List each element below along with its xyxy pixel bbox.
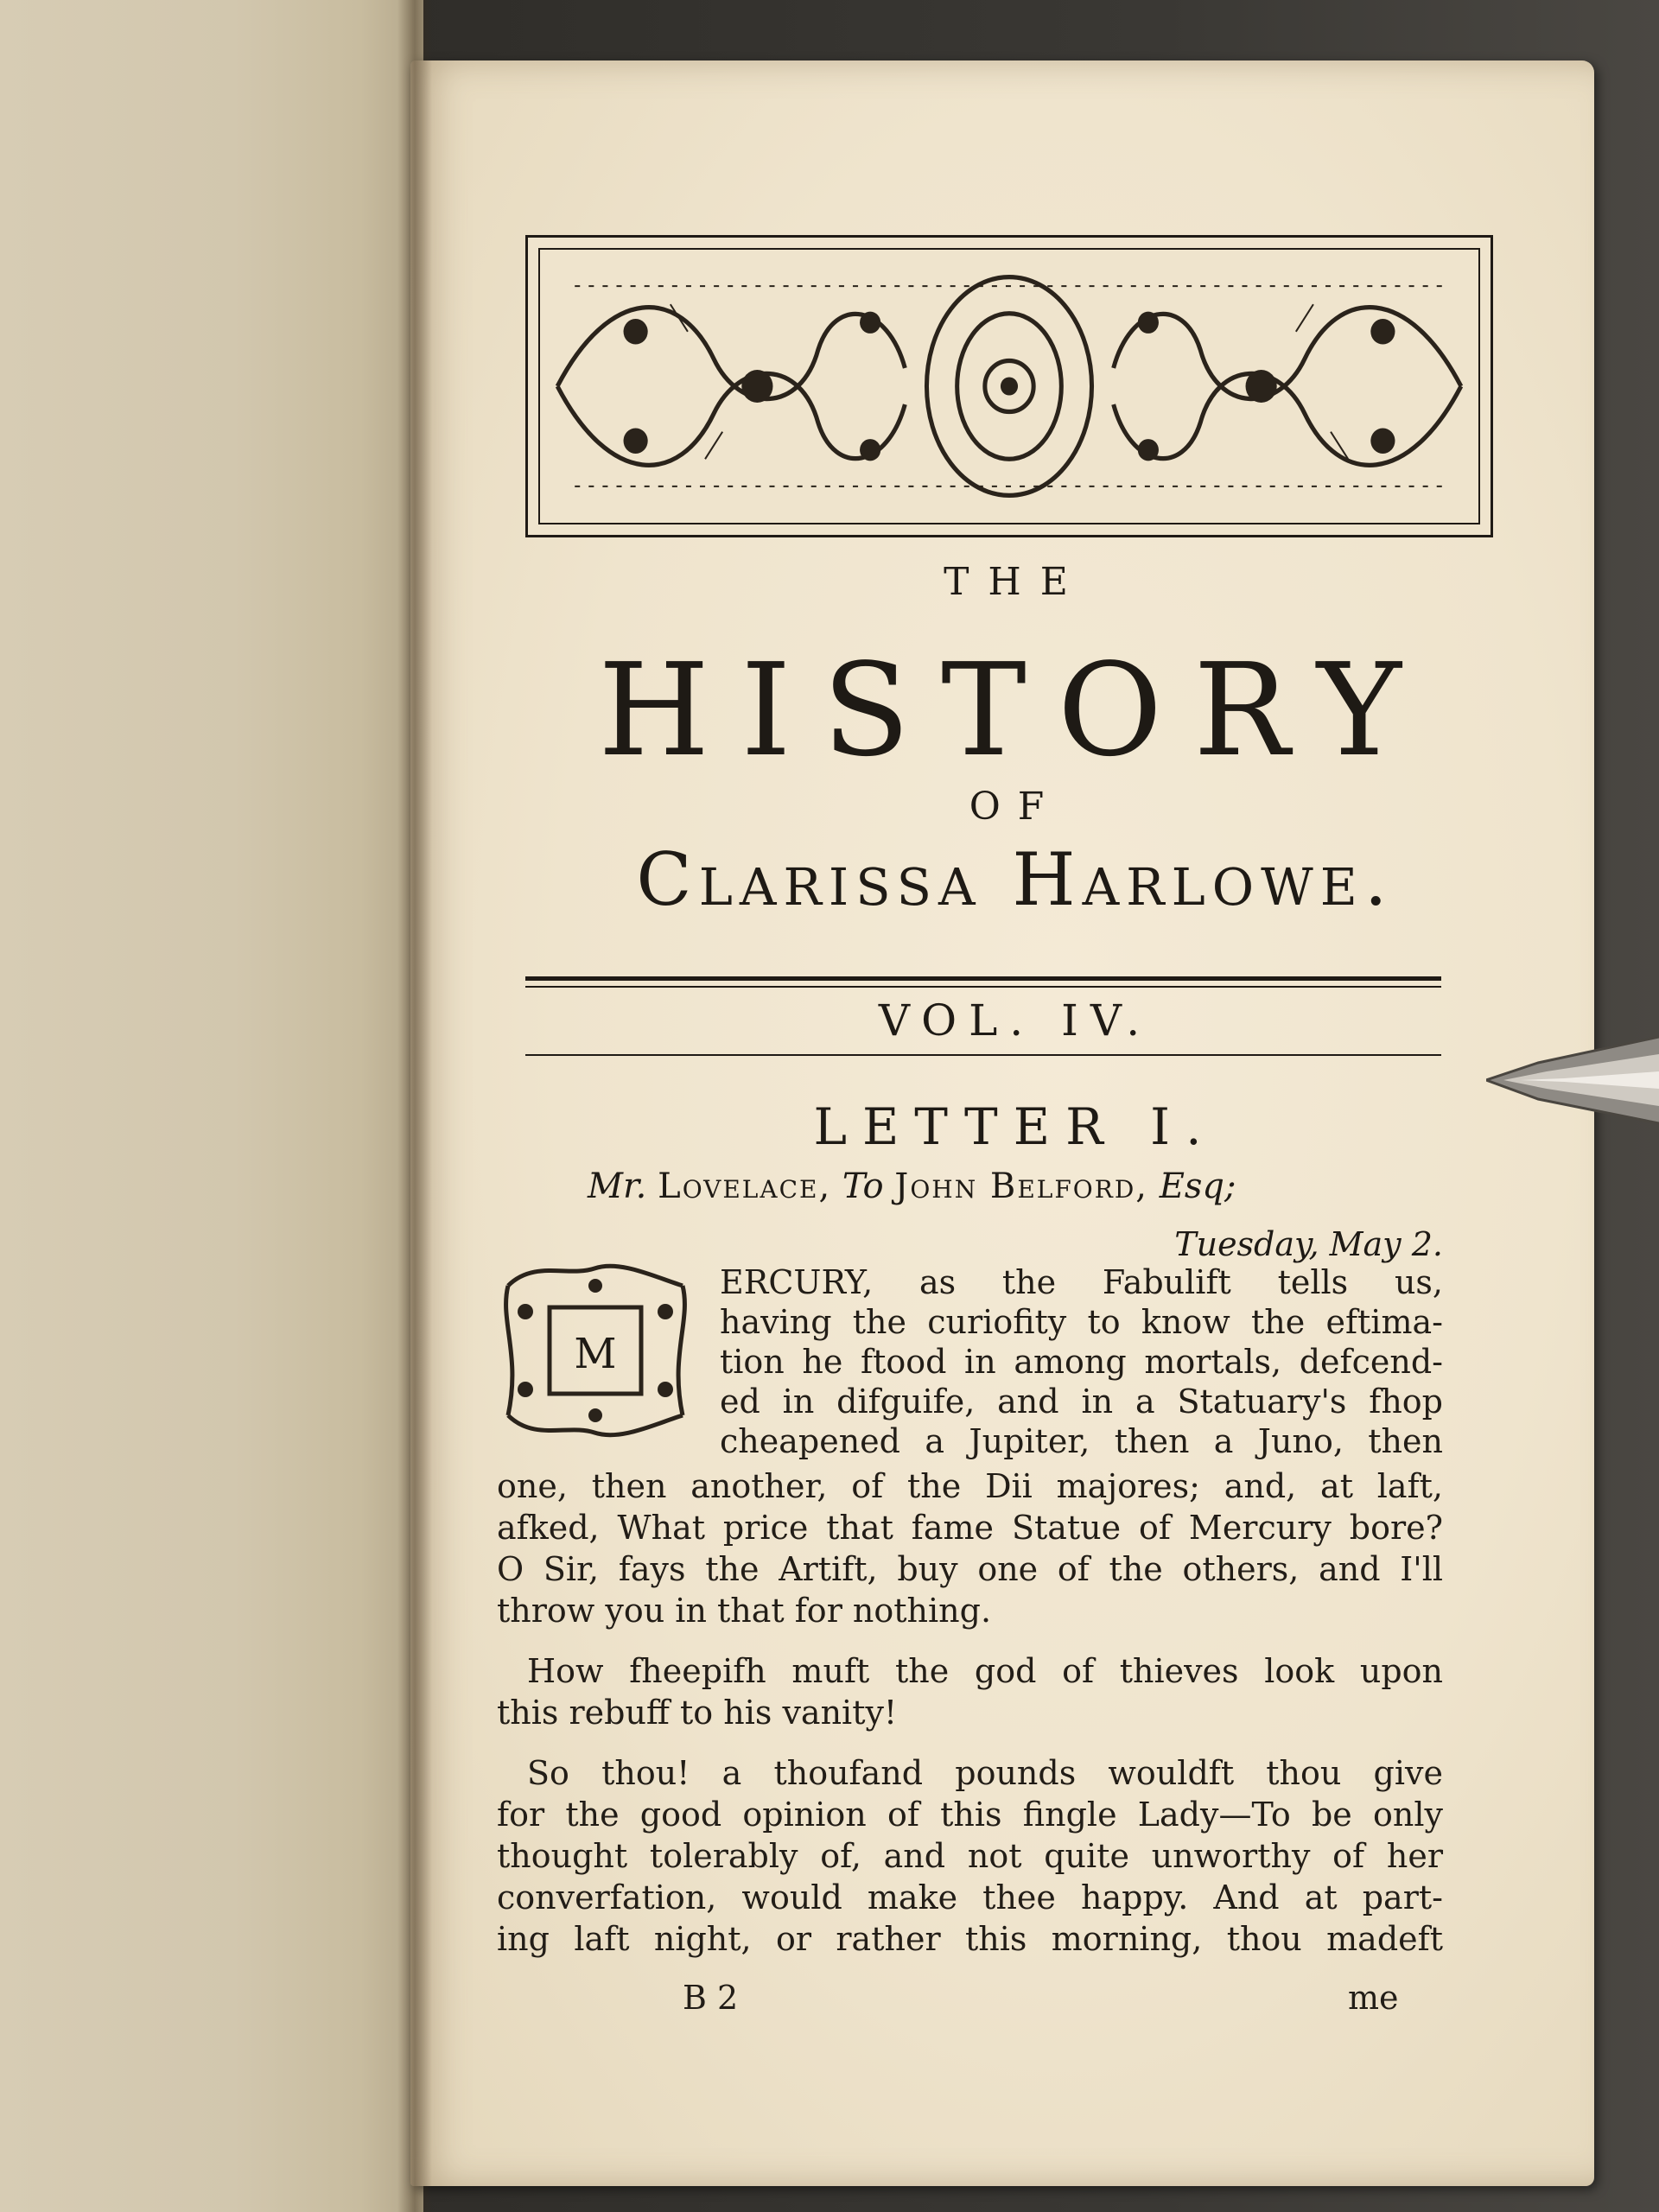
salutation-recipient: John Belford, — [894, 1166, 1148, 1206]
salutation-to: To — [842, 1166, 884, 1206]
text-line: tion he ftood in among mortals, defcend- — [720, 1343, 1443, 1381]
text-line: throw you in that for nothing. — [497, 1592, 992, 1630]
letter-heading: LETTER I. — [813, 1097, 1217, 1156]
text-line: So thou! a thoufand pounds wouldft thou give — [527, 1754, 1443, 1792]
ornamental-headpiece — [525, 235, 1493, 537]
double-rule-top — [525, 976, 1441, 981]
floral-ornament-icon — [540, 250, 1478, 523]
text-line: having the curiofity to know the eftima- — [720, 1303, 1443, 1341]
catchword: me — [1348, 1979, 1399, 2017]
decorated-initial — [499, 1260, 691, 1441]
title-the: THE — [944, 560, 1087, 604]
salutation-prefix: Mr. — [588, 1166, 647, 1206]
title-of: OF — [969, 785, 1062, 829]
text-line: for the good opinion of this fingle Lady—To be only — [497, 1796, 1443, 1834]
rule-bottom — [525, 1054, 1441, 1056]
text-line: thought tolerably of, and not quite unworthy of her — [497, 1837, 1443, 1875]
ornament-initial-icon — [499, 1260, 691, 1441]
book-gutter — [397, 0, 432, 2212]
initial-letter: M — [574, 1330, 617, 1378]
title-history: HISTORY — [598, 636, 1433, 785]
left-page — [0, 0, 423, 2212]
text-line: How fheepifh muft the god of thieves look upon — [527, 1652, 1443, 1690]
letter-salutation — [588, 1166, 1452, 1206]
volume-number: VOL. IV. — [878, 995, 1153, 1046]
text-line: O Sir, fays the Artift, buy one of the others, and I'll — [497, 1550, 1443, 1588]
text-line: cheapened a Jupiter, then a Juno, then — [720, 1422, 1443, 1460]
signature-mark: B 2 — [683, 1979, 739, 2017]
bookmark-blade — [1486, 1028, 1659, 1132]
text-line: ing laft night, or rather this morning, thou madeft — [497, 1920, 1443, 1958]
text-line: ed in difguife, and in a Statuary's fhop — [720, 1382, 1443, 1421]
text-line: this rebuff to his vanity! — [497, 1694, 898, 1732]
metal-pointer-icon — [1486, 1028, 1659, 1132]
salutation-from: Lovelace, — [658, 1166, 832, 1206]
text-line: ERCURY, as the Fabulift tells us, — [720, 1263, 1443, 1301]
text-line: one, then another, of the Dii majores; and, at laft, — [497, 1467, 1443, 1505]
text-line: converfation, would make thee happy. And at part- — [497, 1878, 1443, 1916]
text-line: afked, What price that fame Statue of Mercury bore? — [497, 1509, 1443, 1547]
salutation-suffix: Esq; — [1159, 1166, 1236, 1206]
double-rule-top-thin — [525, 986, 1441, 988]
letter-dateline: Tuesday, May 2. — [1174, 1225, 1443, 1263]
title-subject: Clarissa Harlowe. — [636, 837, 1395, 922]
